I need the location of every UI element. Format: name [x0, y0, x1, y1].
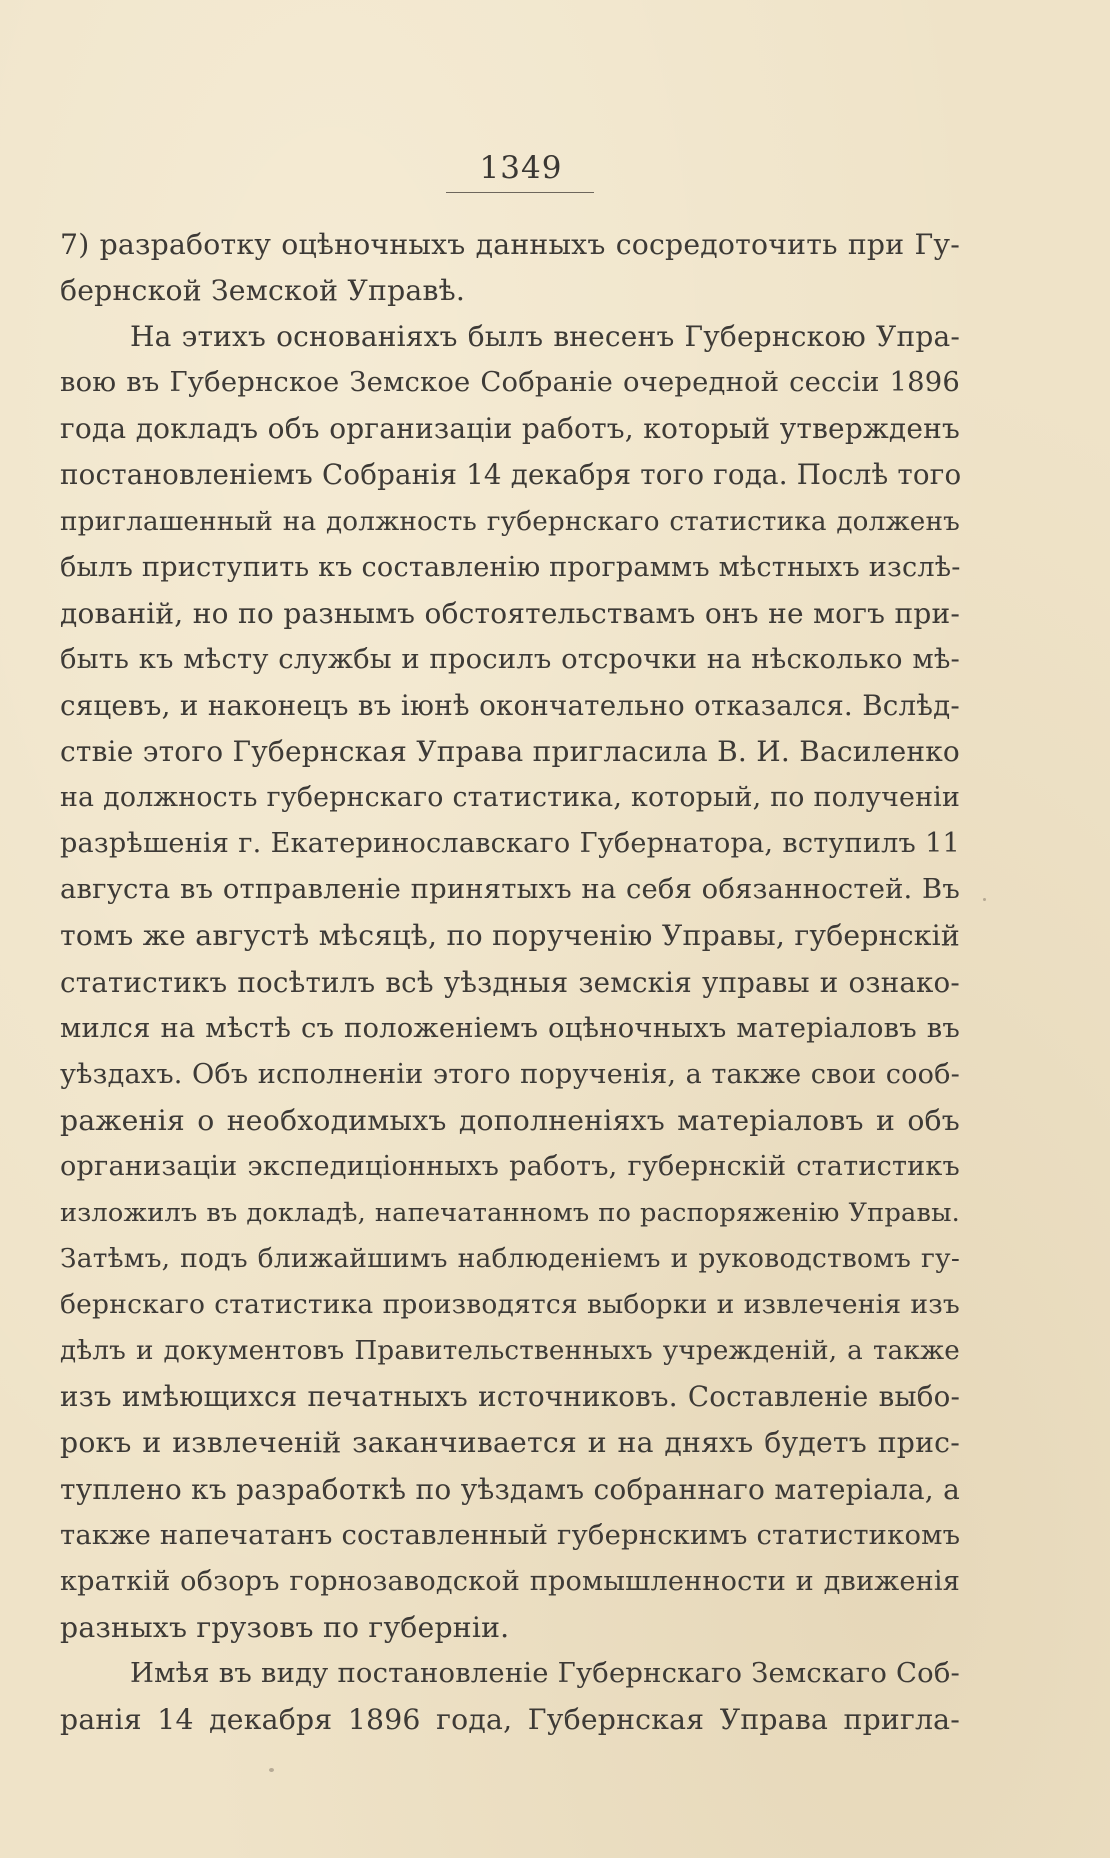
text-line: раженія о необходимыхъ дополненіяхъ матеріаловъ и объ	[60, 1103, 960, 1137]
text-line: августа въ отправленіе принятыхъ на себя обязанностей. Въ	[60, 874, 960, 906]
text-line: бернскаго статистика производятся выборки и извлеченія изъ	[60, 1289, 960, 1321]
page-number-rule	[446, 192, 594, 193]
text-line: На этихъ основаніяхъ былъ внесенъ Губернскою Упра-	[130, 320, 960, 354]
text-line: уѣздахъ. Объ исполненіи этого порученія, а также свои сооб-	[60, 1058, 960, 1090]
text-line: также напечатанъ составленный губернскимъ статистикомъ	[60, 1519, 961, 1551]
text-line: изложилъ въ докладѣ, напечатанномъ по распоряженію Управы.	[60, 1197, 960, 1228]
body-text	[60, 222, 960, 1743]
text-line: бернской Земской Управѣ.	[60, 274, 466, 308]
text-line: ранія 14 декабря 1896 года, Губернская Управа пригла-	[60, 1703, 960, 1736]
text-line: Затѣмъ, подъ ближайшимъ наблюденіемъ и руководствомъ гу-	[60, 1243, 960, 1275]
text-line: разныхъ грузовъ по губерніи.	[60, 1610, 510, 1644]
text-line: рокъ и извлеченій заканчивается и на дняхъ будетъ прис-	[60, 1426, 960, 1460]
paper-speck	[302, 478, 306, 481]
page-number: 1349	[479, 150, 563, 186]
text-line: былъ приступить къ составленію программъ мѣстныхъ изслѣ-	[60, 551, 961, 583]
text-line: на должность губернскаго статистика, который, по полученіи	[60, 782, 960, 814]
text-line: разрѣшенія г. Екатеринославскаго Губернатора, вступилъ 11	[60, 828, 960, 860]
text-line: краткій обзоръ горнозаводской промышленности и движенія	[60, 1565, 960, 1597]
paper-speck	[269, 1768, 274, 1772]
text-line: туплено къ разработкѣ по уѣздамъ собраннаго матеріала, а	[60, 1472, 960, 1506]
text-line: дѣлъ и документовъ Правительственныхъ учрежденій, а также	[60, 1336, 960, 1367]
paper-speck	[983, 898, 986, 901]
text-line: приглашенный на должность губернскаго статистика долженъ	[60, 506, 960, 537]
text-line: сяцевъ, и наконецъ въ іюнѣ окончательно отказался. Вслѣд-	[60, 688, 960, 722]
text-line: изъ имѣющихся печатныхъ источниковъ. Составленіе выбо-	[60, 1380, 960, 1414]
text-line: года докладъ объ организаціи работъ, который утвержденъ	[60, 412, 960, 446]
text-line: Имѣя въ виду постановленіе Губернскаго Земскаго Соб-	[130, 1657, 960, 1689]
text-line: вою въ Губернское Земское Собраніе очередной сессіи 1896	[60, 367, 960, 399]
text-line: постановленіемъ Собранія 14 декабря того года. Послѣ того	[60, 458, 962, 492]
text-line: томъ же августѣ мѣсяцѣ, по порученію Управы, губернскій	[60, 919, 960, 953]
text-line: статистикъ посѣтилъ всѣ уѣздныя земскія управы и ознако-	[60, 965, 960, 999]
text-line: мился на мѣстѣ съ положеніемъ оцѣночныхъ матеріаловъ въ	[60, 1012, 960, 1044]
text-line: 7) разработку оцѣночныхъ данныхъ сосредоточить при Гу-	[60, 228, 960, 261]
text-line: быть къ мѣсту службы и просилъ отсрочки на нѣсколько мѣ-	[60, 643, 960, 675]
text-line: организаціи экспедиціонныхъ работъ, губернскій статистикъ	[60, 1150, 960, 1182]
text-line: дованій, но по разнымъ обстоятельствамъ онъ не могъ при-	[60, 596, 960, 630]
text-line: ствіе этого Губернская Управа пригласила В. И. Василенко	[60, 735, 960, 769]
